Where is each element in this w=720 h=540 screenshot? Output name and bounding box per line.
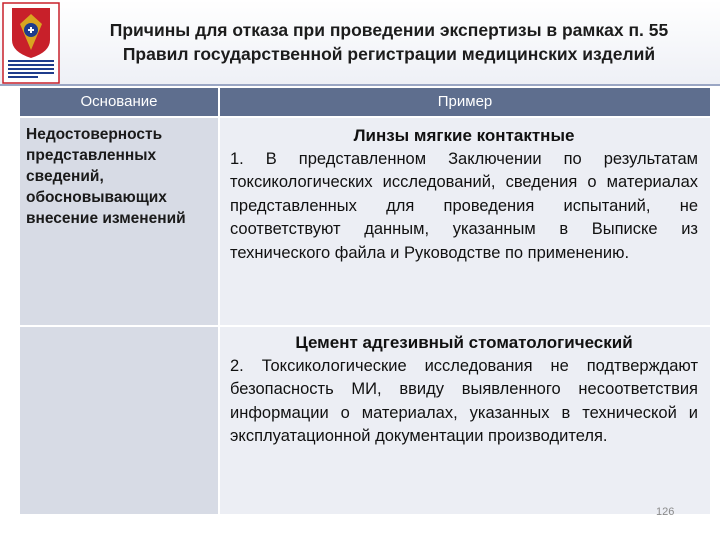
table-cell-example-2 <box>220 327 710 514</box>
example-text: 2. Токсикологические исследования не подтверждают безопасность МИ, ввиду выявленного несоответствия информации о материалах, указанных в технической и эксплуатационной документации производителя. <box>230 356 698 445</box>
table-cell-basis-1 <box>20 118 220 325</box>
example-title: Цемент адгезивный стоматологический <box>295 333 633 352</box>
title-line-1: Причины для отказа при проведении экспертизы в рамках п. 55 <box>109 20 669 40</box>
column-header-basis: Основание <box>20 88 220 116</box>
roszdravnadzor-emblem-icon <box>2 2 60 84</box>
table-cell-basis-2 <box>20 327 220 514</box>
page-title <box>62 18 716 66</box>
column-header-example: Пример <box>220 88 710 116</box>
example-title: Линзы мягкие контактные <box>353 126 575 145</box>
title-line-2: Правил государственной регистрации медицинских изделий <box>122 44 656 64</box>
example-text: 1. В представленном Заключении по результатам токсикологических исследований, сведения о материалах представленных для проведения испытаний, не соответствуют данным, указанным в Выписке из технического файла и Руководстве по применению. <box>230 149 698 262</box>
slide-header <box>0 0 720 86</box>
table-cell-example-1 <box>220 118 710 325</box>
basis-text: Недостоверность представленных сведений, обосновывающих внесение изменений <box>26 126 186 227</box>
page-number: 126 <box>656 506 675 518</box>
